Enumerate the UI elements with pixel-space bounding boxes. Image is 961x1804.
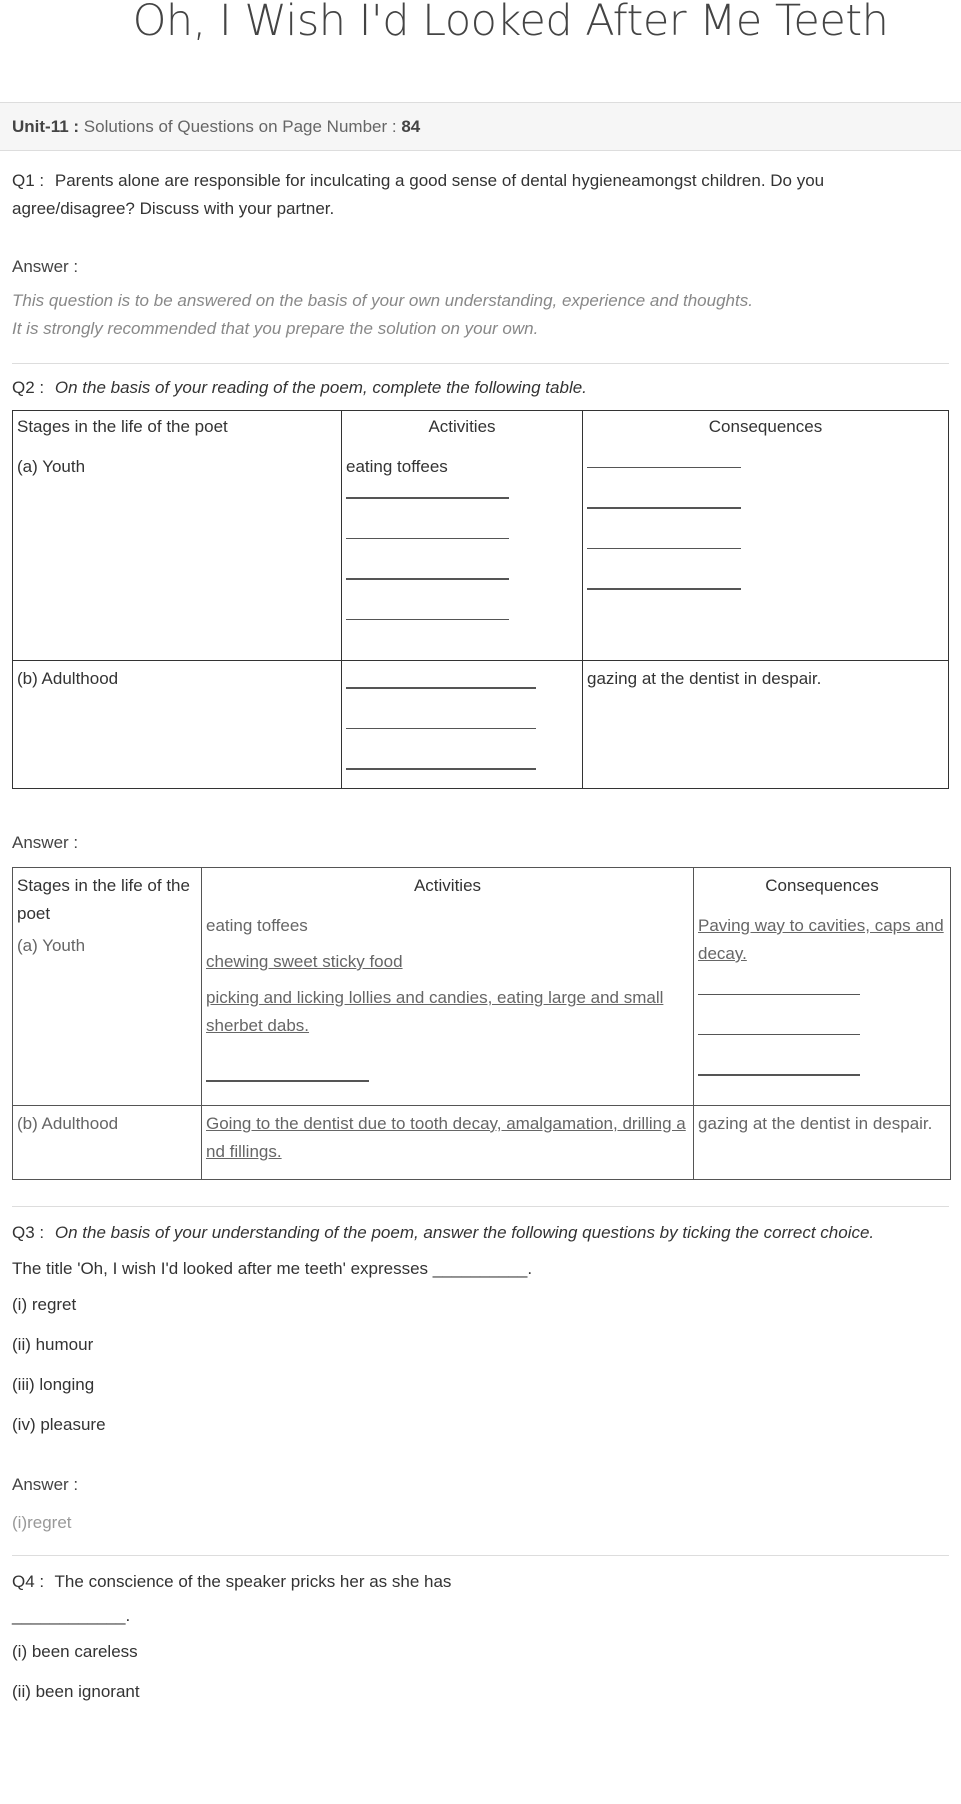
separator [12, 1555, 949, 1556]
answer-cell-activities-youth [202, 868, 694, 1106]
option-humour: (ii) humour [12, 1335, 94, 1354]
unit-bar-label: Solutions of Questions on Page Number : [83, 116, 397, 136]
answer-header-stages: Stages in the life of the poet [17, 876, 190, 923]
blank-line [698, 1034, 860, 1035]
table-row [13, 411, 949, 661]
answer-activity-2: chewing sweet sticky food [206, 952, 403, 971]
question-4 [12, 1568, 949, 1596]
answer-consequence-adulthood: gazing at the dentist in despair. [698, 1114, 933, 1133]
option-ignorant: (ii) been ignorant [12, 1682, 140, 1701]
question-3-text: On the basis of your understanding of the poem, answer the following questions by ticking the correct choice. [54, 1223, 875, 1242]
answer-cell-activities-adulthood [202, 1106, 694, 1180]
blank-line [346, 687, 536, 689]
unit-label: Unit-11 : [12, 116, 80, 136]
blank-line [346, 578, 509, 580]
answer-cell-stage-adulthood [13, 1106, 202, 1180]
separator [12, 363, 949, 364]
table-header-activities: Activities [428, 417, 496, 436]
question-2-table [12, 410, 949, 789]
answer-stage-youth: (a) Youth [17, 936, 86, 955]
question-3-prompt: The title 'Oh, I wish I'd looked after me teeth' expresses __________. [12, 1259, 533, 1278]
question-2 [12, 374, 949, 402]
answer-header-activities: Activities [413, 876, 482, 895]
blank-line [587, 467, 741, 468]
unit-bar [0, 102, 961, 151]
page-title: Oh, I Wish I'd Looked After Me Teeth [132, 0, 889, 46]
table-header-stages: Stages in the life of the poet [17, 417, 228, 436]
answer-1-text [12, 287, 949, 343]
option-careless: (i) been careless [12, 1642, 138, 1661]
table-header-consequences: Consequences [708, 417, 823, 436]
question-3-options [12, 1285, 949, 1445]
answer-stage-adulthood: (b) Adulthood [17, 1114, 119, 1133]
table-cell-consequences-adulthood [583, 661, 949, 789]
question-2-text: On the basis of your reading of the poem, complete the following table. [54, 378, 587, 397]
blank-line [346, 728, 536, 729]
blank-line [206, 1080, 369, 1082]
question-2-label: Q2 : [12, 378, 45, 397]
option-pleasure: (iv) pleasure [12, 1415, 106, 1434]
table-cell-activities-adulthood [342, 661, 583, 789]
table-row [13, 1106, 951, 1180]
blank-line [346, 538, 509, 539]
table-row [13, 661, 949, 789]
separator [12, 1206, 949, 1207]
question-4-label: Q4 : [12, 1572, 45, 1591]
answer-3-text: (i)regret [12, 1513, 72, 1532]
blank-line [346, 497, 509, 499]
answer-activity-3: picking and licking lollies and candies, eating large and small sherbet dabs. [206, 988, 664, 1035]
blank-line [346, 619, 509, 620]
stage-adulthood: (b) Adulthood [17, 669, 119, 688]
option-longing: (iii) longing [12, 1375, 95, 1394]
answer-header-consequences: Consequences [765, 876, 879, 895]
question-1-label: Q1 : [12, 171, 45, 190]
answer-1-label: Answer : [12, 257, 79, 276]
stage-youth: (a) Youth [17, 457, 86, 476]
blank-line [698, 1074, 860, 1076]
content [0, 167, 961, 1712]
table-row [13, 868, 951, 1106]
answer-3-label: Answer : [12, 1475, 79, 1494]
question-3-label: Q3 : [12, 1223, 45, 1242]
answer-1-line-2: It is strongly recommended that you prepare the solution on your own. [12, 319, 539, 338]
blank-line [587, 548, 741, 549]
blank-line [346, 768, 536, 770]
question-4-blank: ____________. [12, 1606, 131, 1625]
question-3 [12, 1219, 949, 1247]
answer-cell-consequences-adulthood [694, 1106, 951, 1180]
answer-cell-consequences-youth [694, 868, 951, 1106]
table-cell-stage-youth [13, 411, 342, 661]
answer-1-line-1: This question is to be answered on the basis of your own understanding, experience and thoughts. [12, 291, 753, 310]
question-1 [12, 167, 949, 223]
activity-eating-toffees: eating toffees [346, 457, 448, 476]
answer-consequence-1: Paving way to cavities, caps and decay. [698, 916, 944, 963]
table-cell-activities-youth [342, 411, 583, 661]
question-4-options [12, 1632, 949, 1712]
option-regret: (i) regret [12, 1295, 77, 1314]
blank-line [587, 507, 741, 509]
question-4-text: The conscience of the speaker pricks her as she has [54, 1572, 452, 1591]
blank-line [698, 994, 860, 995]
table-cell-stage-adulthood [13, 661, 342, 789]
answer-cell-stage-youth [13, 868, 202, 1106]
answer-2-table [12, 867, 951, 1180]
consequence-gazing: gazing at the dentist in despair. [587, 669, 822, 688]
answer-activity-1: eating toffees [206, 916, 308, 935]
page-number: 84 [401, 116, 421, 136]
answer-activity-adulthood: Going to the dentist due to tooth decay, amalgamation, drilling and fillings. [206, 1114, 686, 1161]
answer-2-label: Answer : [12, 833, 79, 852]
question-1-text: Parents alone are responsible for inculcating a good sense of dental hygieneamongst children. Do you agree/disagree? Discuss with your partner. [12, 171, 825, 218]
blank-line [587, 588, 741, 590]
table-cell-consequences-youth [583, 411, 949, 661]
